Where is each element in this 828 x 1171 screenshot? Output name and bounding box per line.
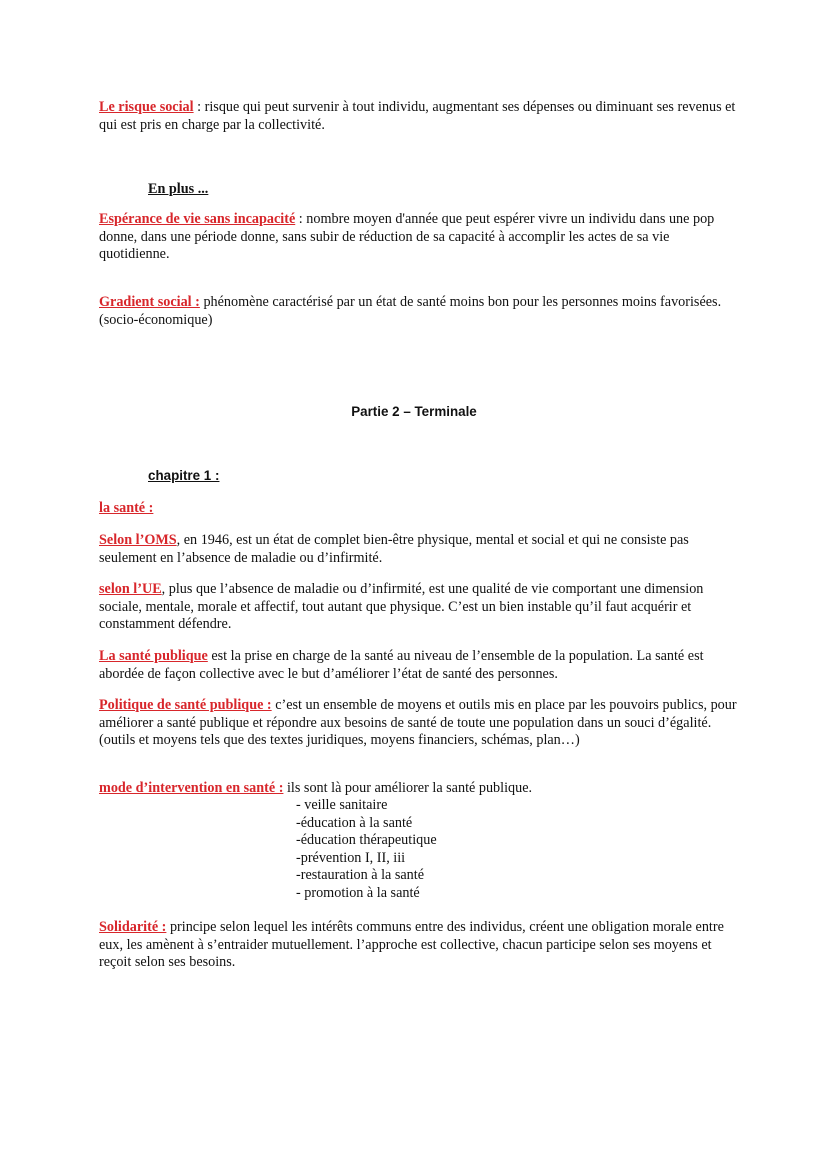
risque-social-term: Le risque social bbox=[99, 99, 194, 115]
list-item: -prévention I, II, iii bbox=[296, 849, 406, 866]
oms-term: Selon l’OMS bbox=[99, 532, 177, 548]
sante-publique-definition: est la prise en charge de la santé au niveau de l’ensemble de la population. La santé est abordée de façon collective avec le but d’améliorer l’état de santé des personnes. bbox=[99, 648, 704, 682]
mode-definition: ils sont là pour améliorer la santé publique. bbox=[283, 780, 533, 796]
gradient-term: Gradient social : bbox=[99, 294, 200, 310]
chapitre-heading: chapitre 1 : bbox=[148, 468, 220, 483]
oms-paragraph bbox=[99, 532, 739, 567]
list-item: -restauration à la santé bbox=[296, 867, 425, 884]
esperance-paragraph bbox=[99, 211, 739, 264]
gradient-paragraph bbox=[99, 294, 739, 329]
mode-term: mode d’intervention en santé : bbox=[99, 780, 284, 796]
ue-definition: , plus que l’absence de maladie ou d’infirmité, est une qualité de vie comportant une dimension sociale, mentale, morale et affectif, tout autant que physique. C’est un bien instable qu’il faut acquérir et constamment défendre. bbox=[99, 581, 704, 633]
sante-heading-paragraph bbox=[99, 500, 739, 518]
esperance-definition: : nombre moyen d'année que peut espérer vivre un individu dans une pop donne, dans une période donne, sans subir de réduction de sa capacité à accomplir les actes de sa vie quotidienne. bbox=[99, 211, 715, 263]
risque-social-paragraph bbox=[99, 99, 739, 134]
ue-term: selon l’UE bbox=[99, 581, 162, 597]
list-item: -éducation thérapeutique bbox=[296, 832, 437, 849]
solidarite-definition: principe selon lequel les intérêts communs entre des individus, créent une obligation morale entre eux, les amènent à s’entraider mutuellement. l’approche est collective, chacun participe selon ses moyens et reçoit selon ses besoins. bbox=[99, 919, 724, 971]
sante-publique-term: La santé publique bbox=[99, 648, 208, 664]
sante-publique-paragraph bbox=[99, 648, 739, 683]
solidarite-paragraph bbox=[99, 919, 739, 972]
politique-term: Politique de santé publique : bbox=[99, 697, 272, 713]
list-item: -éducation à la santé bbox=[296, 814, 413, 831]
mode-intervention-list bbox=[296, 797, 437, 903]
en-plus-heading: En plus ... bbox=[148, 181, 209, 197]
oms-definition: , en 1946, est un état de complet bien-être physique, mental et social et qui ne consiste pas seulement en l’absence de maladie ou d’infirmité. bbox=[99, 532, 689, 566]
solidarite-term: Solidarité : bbox=[99, 919, 167, 935]
esperance-term: Espérance de vie sans incapacité bbox=[99, 211, 296, 227]
gradient-definition: phénomène caractérisé par un état de santé moins bon pour les personnes moins favorisées. (socio-économique) bbox=[99, 294, 722, 328]
partie-title: Partie 2 – Terminale bbox=[351, 404, 477, 419]
politique-note: (outils et moyens tels que des textes juridiques, moyens financiers, schémas, plan…) bbox=[99, 732, 580, 749]
politique-definition: c’est un ensemble de moyens et outils mis en place par les pouvoirs publics, pour améliorer a santé publique et répondre aux besoins de santé de toute une population dans un souci d’égalité. bbox=[99, 697, 737, 731]
list-item: - promotion à la santé bbox=[296, 884, 420, 901]
ue-paragraph bbox=[99, 581, 739, 634]
politique-paragraph bbox=[99, 697, 739, 750]
risque-social-definition: : risque qui peut survenir à tout individu, augmentant ses dépenses ou diminuant ses revenus et qui est pris en charge par la collectivité. bbox=[99, 99, 736, 133]
sante-heading: la santé : bbox=[99, 500, 154, 516]
list-item: - veille sanitaire bbox=[296, 797, 388, 813]
mode-paragraph bbox=[99, 780, 739, 798]
